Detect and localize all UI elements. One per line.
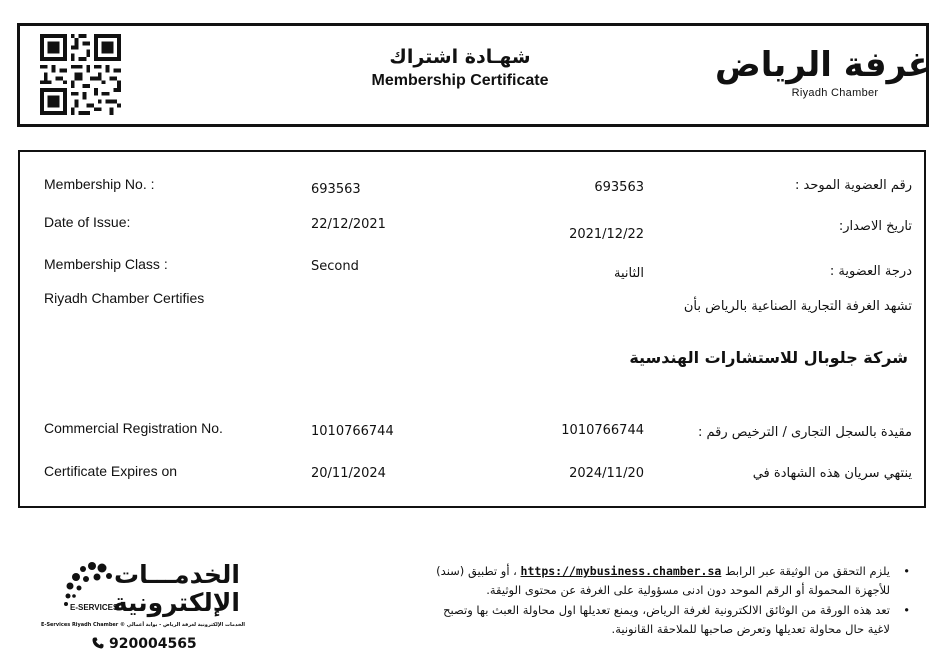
eservices-title-line1: الخدمـــات (113, 560, 240, 589)
date-of-issue-label-en: Date of Issue: (44, 214, 131, 230)
membership-class-label-ar: درجة العضوية : (829, 264, 912, 279)
certifies-label-ar: تشهد الغرفة التجارية الصناعية بالرياض بأن (683, 299, 912, 314)
verification-note-start: يلزم التحقق من الوثيقة عبر الرابط (725, 564, 890, 578)
certificate-title-english: Membership Certificate (371, 72, 549, 89)
certifies-label-en: Riyadh Chamber Certifies (44, 290, 205, 306)
qr-code-icon (40, 34, 121, 115)
expires-value-en: 20/11/2024 (311, 466, 386, 481)
date-of-issue-label-ar: تاريخ الاصدار: (838, 219, 912, 234)
commercial-registration-value-en: 1010766744 (311, 424, 394, 439)
commercial-registration-label-ar: مقيدة بالسجل التجارى / الترخيص رقم : (697, 425, 912, 440)
expires-label-en: Certificate Expires on (44, 463, 178, 479)
phone-number (92, 636, 197, 652)
svg-text:غرفة الرياض: غرفة الرياض (715, 45, 931, 85)
date-of-issue-value-ar: 2021/12/22 (569, 227, 644, 242)
commercial-registration-value-ar: 1010766744 (561, 423, 644, 438)
phone-icon (92, 637, 104, 649)
eservices-label: E-SERVICES (70, 603, 119, 612)
expires-label-ar: ينتهي سريان هذه الشهادة في (752, 466, 912, 481)
bullet-icon: • (903, 564, 910, 578)
bullet-icon: • (903, 603, 910, 617)
company-name: شركة جلوبال للاستشارات الهندسية (629, 348, 908, 367)
expires-value-ar: 2024/11/20 (569, 466, 644, 481)
membership-class-label-en: Membership Class : (44, 256, 168, 272)
membership-class-value-ar: الثانية (614, 266, 644, 281)
riyadh-chamber-label: Riyadh Chamber (791, 87, 879, 99)
legal-note-text: تعد هذه الورقة من الوثائق الالكترونية لغرفة الرياض، ويمنع تعديلها اول محاولة العبث بها وتصبح لاغية حال محاولة تعديلها وتعرض صاحبها للملاحقة القانونية. (443, 603, 890, 636)
legal-note (420, 601, 910, 639)
membership-no-label-ar: رقم العضوية الموحد : (794, 178, 912, 193)
membership-no-value-en: 693563 (311, 182, 361, 197)
commercial-registration-label-en: Commercial Registration No. (44, 420, 223, 436)
date-of-issue-value-en: 22/12/2021 (311, 217, 386, 232)
membership-no-value-ar: 693563 (594, 180, 644, 195)
phone-number-text: 920004565 (109, 636, 197, 652)
verification-link[interactable]: https://mybusiness.chamber.sa (520, 564, 722, 578)
certificate-title-arabic: شهـادة اشتراك (389, 46, 531, 68)
eservices-title-line2: الإلكترونية (112, 588, 240, 617)
membership-class-value-en: Second (311, 259, 359, 274)
certificate-body (18, 150, 926, 508)
verification-note-end: ، أو تطبيق (سند) للأجهزة المحمولة أو الرقم الموحد دون ادنى مسؤولية على الغرفة عن محتوى الوثيقة. (436, 564, 890, 597)
verification-note (420, 562, 910, 600)
membership-no-label-en: Membership No. : (44, 176, 155, 192)
eservices-caption: الخدمات الإلكترونية لغرفة الرياض - بوابة أعمالي © E-Services Riyadh Chamber (40, 622, 246, 628)
riyadh-chamber-logo (715, 36, 931, 88)
